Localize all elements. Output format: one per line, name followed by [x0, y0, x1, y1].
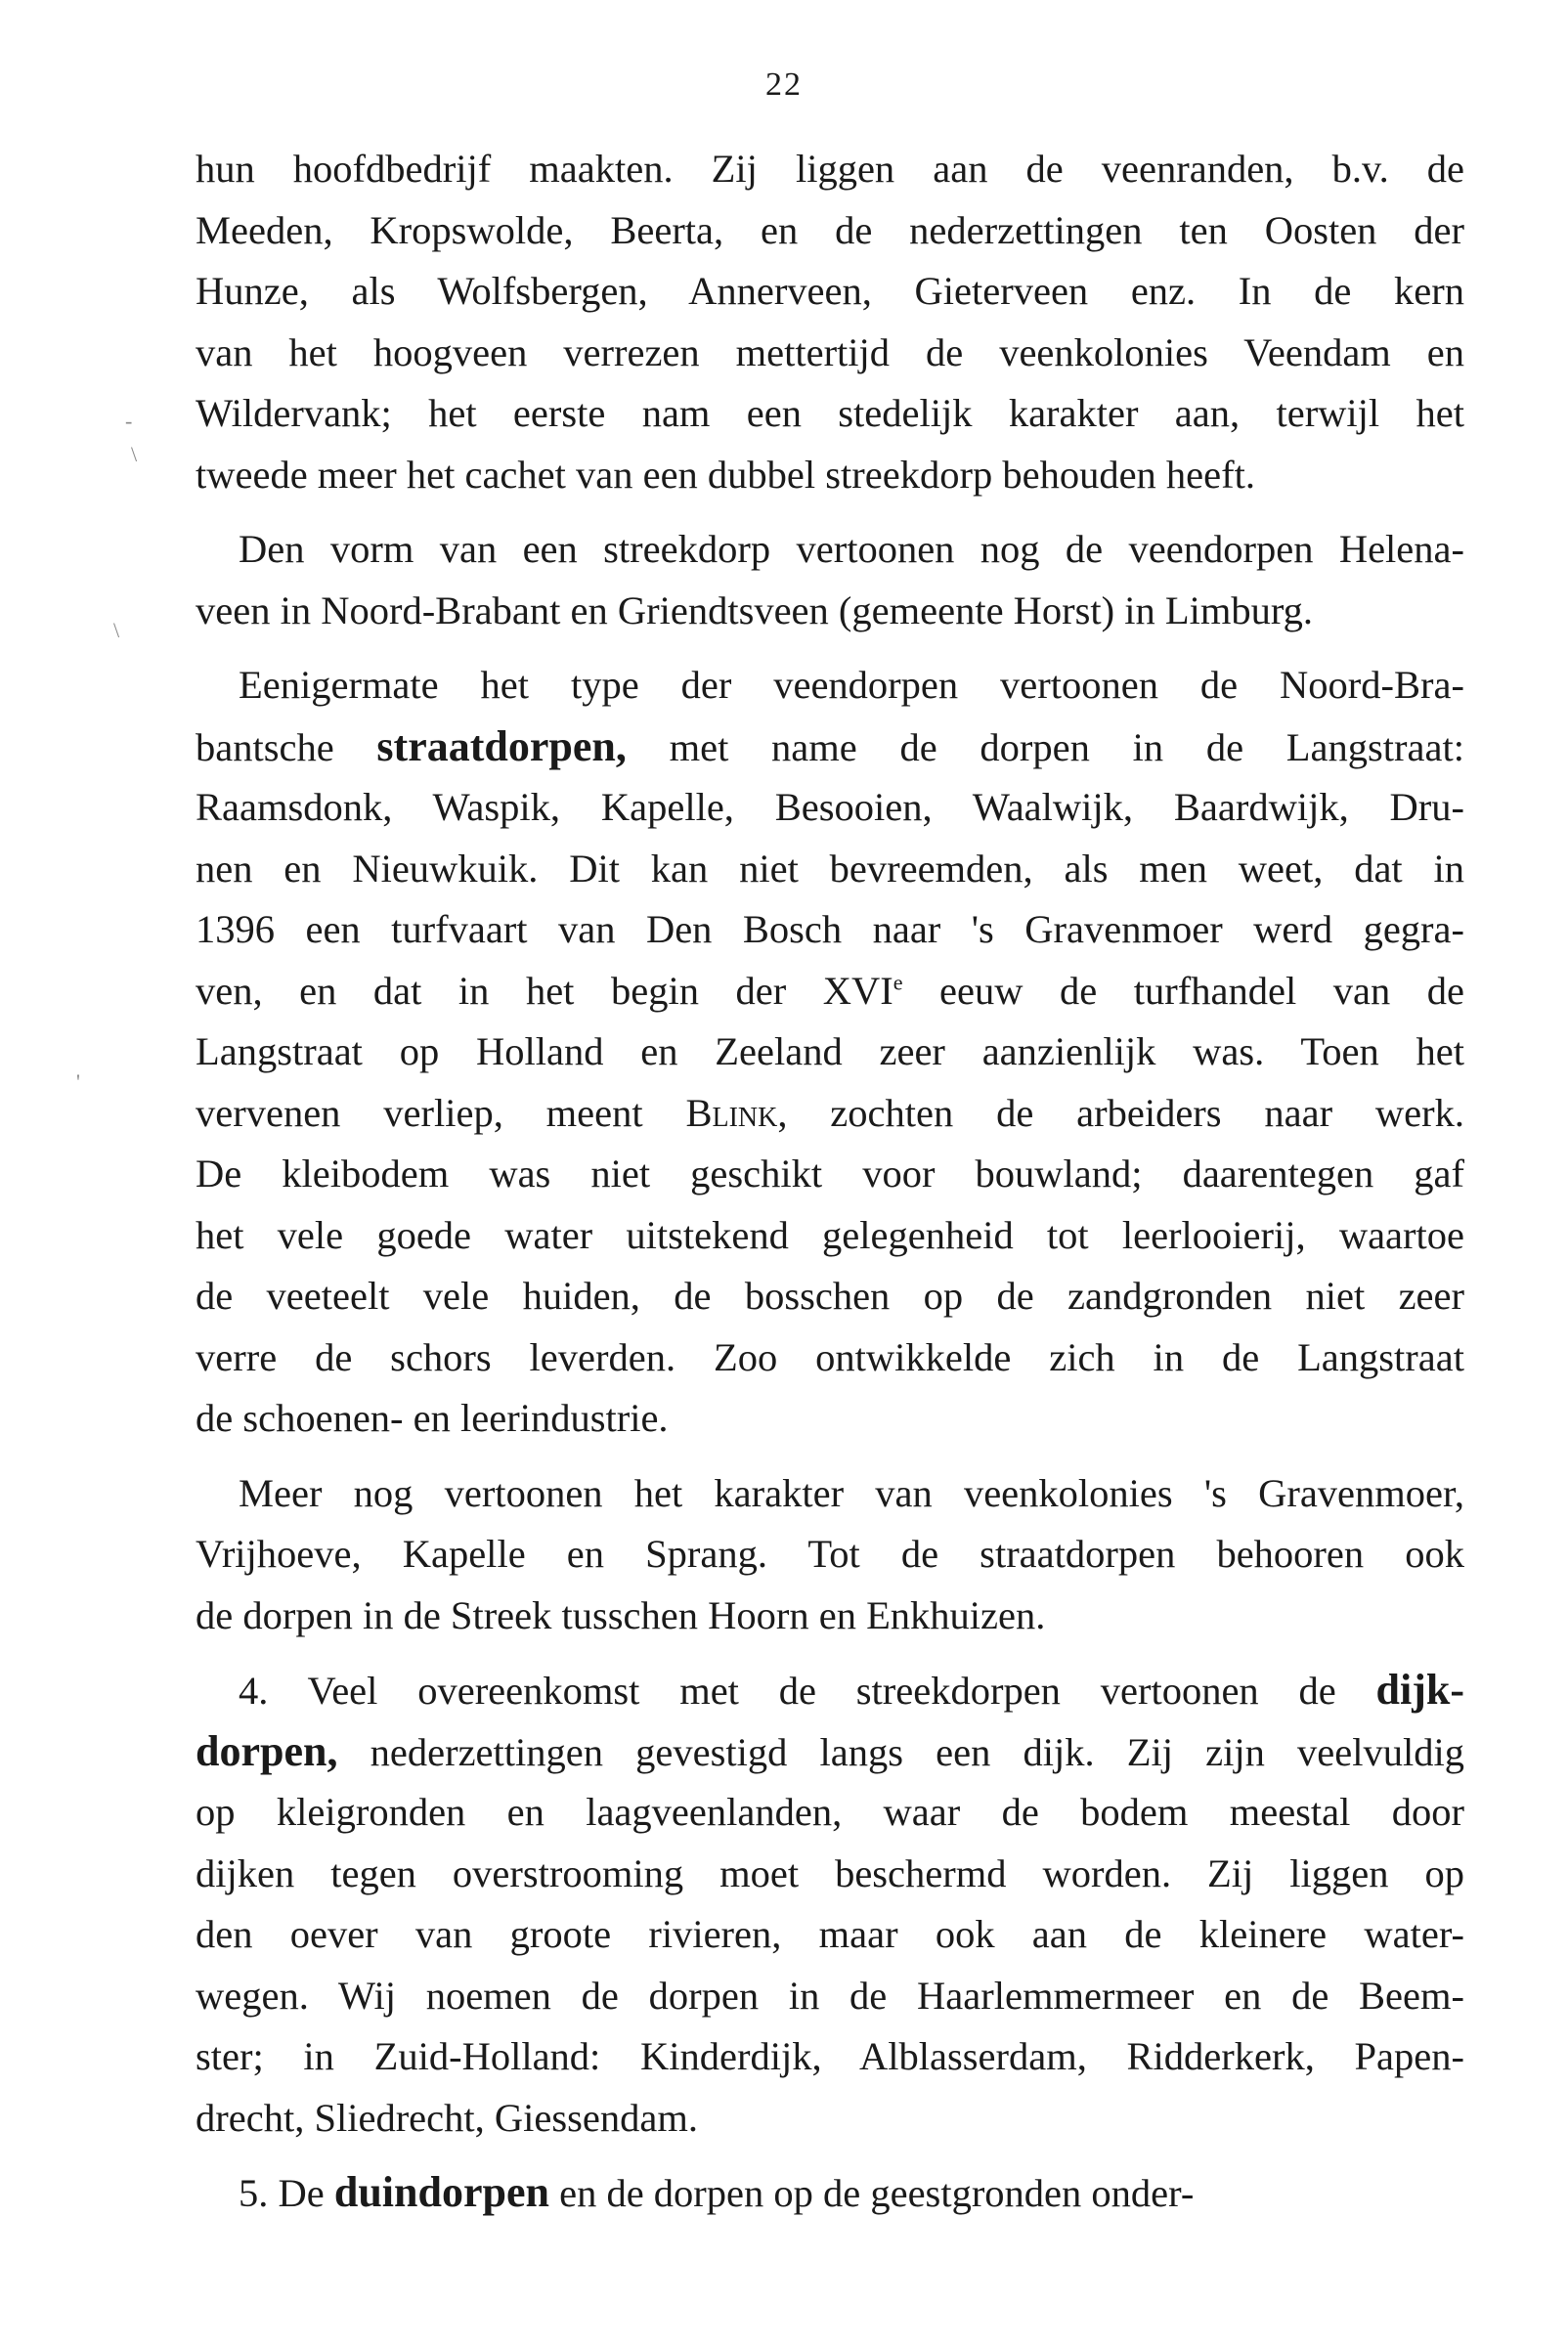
text-line: Meer nog vertoonen het karakter van veenkolonies 's Gravenmoer,: [239, 1470, 1464, 1515]
line-text: , zochten de arbeiders naar werk.: [777, 1090, 1464, 1135]
text-line: verre de schors leverden. Zoo ontwikkelde zich in de Langstraat: [196, 1334, 1464, 1379]
text-line: Vrijhoeve, Kapelle en Sprang. Tot de straatdorpen behooren ook: [196, 1532, 1464, 1576]
bold-term: duindorpen: [333, 2168, 549, 2216]
bold-term: straatdorpen,: [376, 721, 627, 770]
line-text: 5. De: [239, 2171, 334, 2215]
margin-mark: -: [125, 409, 133, 433]
author-name: Blink: [685, 1090, 778, 1135]
text-line: Eenigermate het type der veendorpen vertoonen de Noord-Bra-: [239, 663, 1464, 707]
line-text: met name de dorpen in de Langstraat:: [626, 724, 1464, 769]
superscript-wrapper: [893, 970, 903, 994]
text-line: Langstraat op Holland en Zeeland zeer aanzienlijk was. Toen het: [196, 1029, 1464, 1073]
superscript: e: [893, 970, 903, 994]
text-line: de dorpen in de Streek tusschen Hoorn en Enkhuizen.: [196, 1592, 1046, 1637]
line-text: vervenen verliep, meent: [196, 1090, 686, 1135]
text-line: [196, 2162, 1464, 2224]
text-line: wegen. Wij noemen de dorpen in de Haarlemmermeer en de Beem-: [196, 1973, 1464, 2018]
text-line: de schoenen- en leerindustrie.: [196, 1396, 669, 1440]
line-text: nederzettingen gevestigd langs een dijk. Zij zijn veelvuldig: [337, 1729, 1464, 1774]
text-line: [196, 717, 1464, 778]
text-line: ster; in Zuid-Holland: Kinderdijk, Alblasserdam, Ridderkerk, Papen-: [196, 2034, 1464, 2078]
bold-term: dijk-: [1375, 1666, 1464, 1714]
text-line: hun hoofdbedrijf maakten. Zij liggen aan de veenranden, b.v. de: [196, 147, 1464, 191]
margin-mark: ': [76, 1069, 80, 1094]
line-text: ven, en dat in het begin der XVI: [196, 968, 893, 1013]
text-line: het vele goede water uitstekend gelegenheid tot leerlooierij, waartoe: [196, 1212, 1464, 1257]
text-line: Hunze, als Wolfsbergen, Annerveen, Gieterveen enz. In de kern: [196, 269, 1464, 313]
text-line: Wildervank; het eerste nam een stedelijk karakter aan, terwijl het: [196, 391, 1464, 435]
margin-mark: \: [113, 618, 120, 642]
margin-mark: \: [131, 442, 138, 466]
line-text: eeuw de turfhandel van de: [902, 968, 1464, 1013]
line-text: 4. Veel overeenkomst met de streekdorpen vertoonen de: [239, 1669, 1376, 1713]
bold-term: dorpen,: [196, 1726, 338, 1775]
text-line: Meeden, Kropswolde, Beerta, en de nederzettingen ten Oosten der: [196, 207, 1464, 252]
text-line: op kleigronden en laagveenlanden, waar de bodem meestal door: [196, 1790, 1464, 1834]
text-line: Raamsdonk, Waspik, Kapelle, Besooien, Waalwijk, Baardwijk, Dru-: [196, 785, 1464, 829]
text-line: nen en Nieuwkuik. Dit kan niet bevreemden, als men weet, dat in: [196, 846, 1464, 891]
text-line: [196, 1721, 1464, 1783]
line-text: en de dorpen op de geestgronden onder-: [548, 2171, 1195, 2215]
page-body: [196, 139, 1464, 2224]
text-line: de veeteelt vele huiden, de bosschen op de zandgronden niet zeer: [196, 1274, 1464, 1318]
text-line: [196, 1083, 1464, 1145]
line-text: bantsche: [196, 724, 377, 769]
text-line: 1396 een turfvaart van Den Bosch naar 's Gravenmoer werd gegra-: [196, 907, 1464, 951]
text-line: drecht, Sliedrecht, Giessendam.: [196, 2095, 698, 2140]
text-line: tweede meer het cachet van een dubbel streekdorp behouden heeft.: [196, 452, 1255, 497]
page-number: 22: [765, 66, 803, 103]
text-line: dijken tegen overstrooming moet beschermd worden. Zij liggen op: [196, 1850, 1464, 1895]
text-line: den oever van groote rivieren, maar ook aan de kleinere water-: [196, 1912, 1464, 1956]
text-line: [196, 961, 1464, 1022]
text-line: Den vorm van een streekdorp vertoonen nog de veendorpen Helena-: [239, 527, 1464, 571]
text-line: van het hoogveen verrezen mettertijd de veenkolonies Veendam en: [196, 329, 1464, 374]
text-line: De kleibodem was niet geschikt voor bouwland; daarentegen gaf: [196, 1152, 1464, 1196]
text-line: veen in Noord-Brabant en Griendtsveen (gemeente Horst) in Limburg.: [196, 587, 1314, 632]
text-line: [196, 1660, 1464, 1721]
